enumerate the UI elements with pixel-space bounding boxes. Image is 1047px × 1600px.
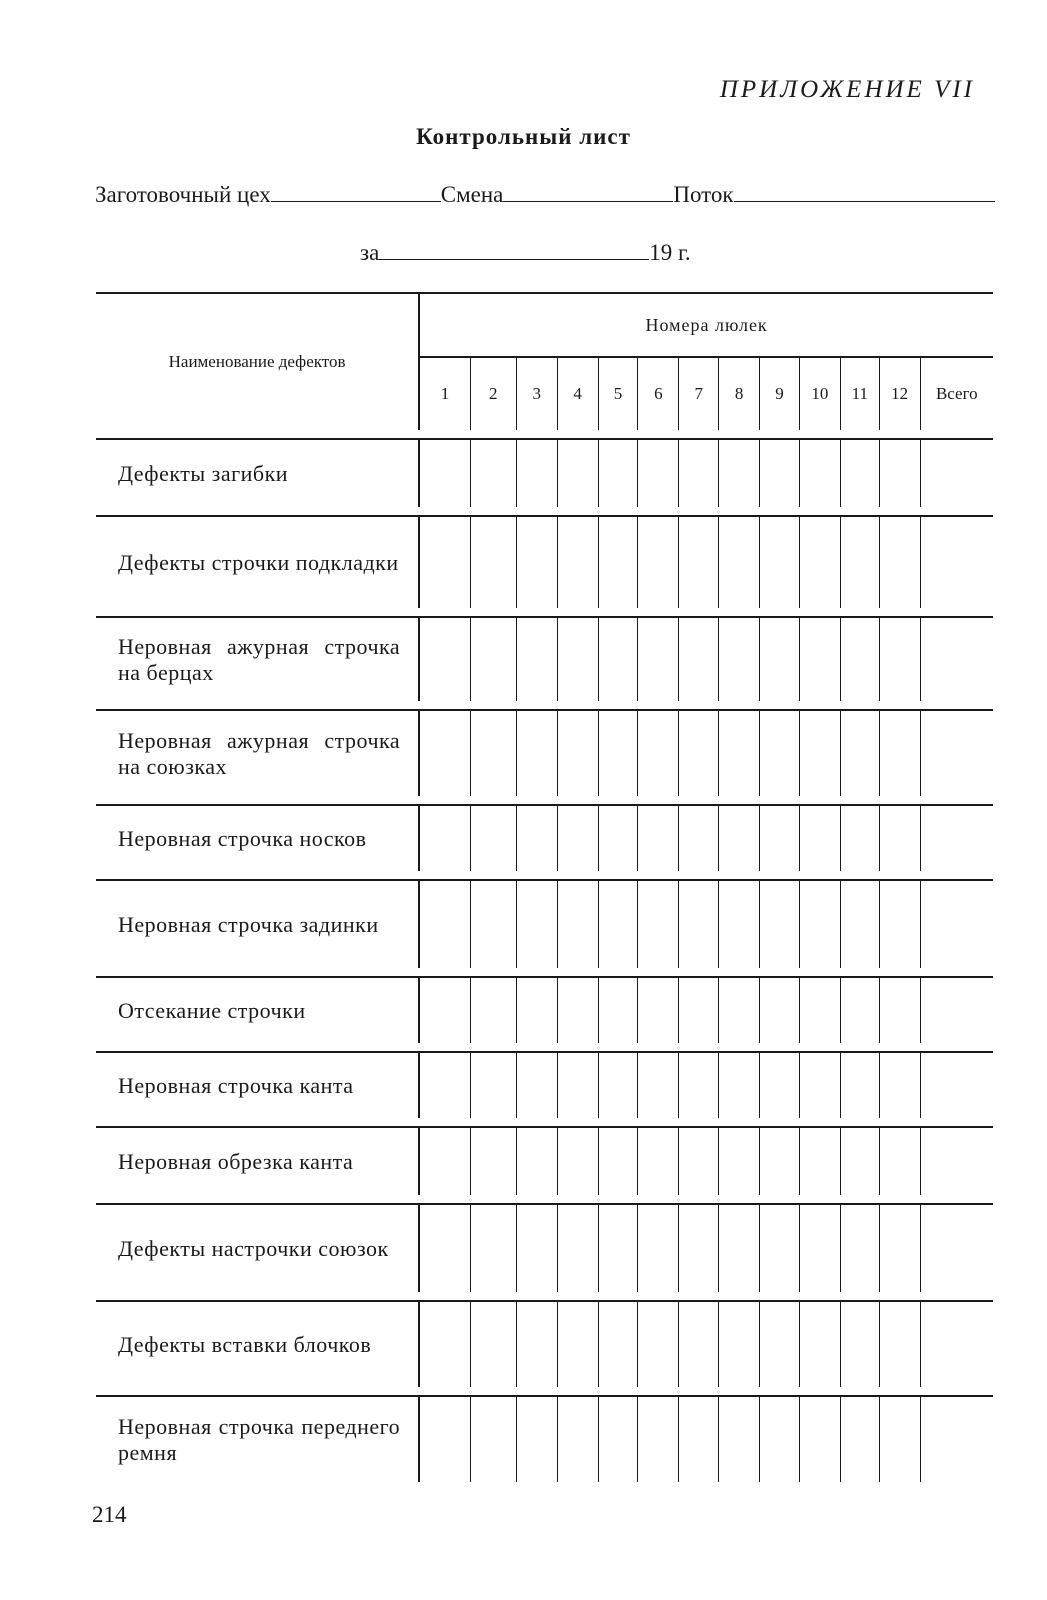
count-cell[interactable] [760,516,800,608]
count-cell[interactable] [679,977,719,1043]
count-cell[interactable] [470,880,516,968]
count-cell[interactable] [920,710,993,796]
count-cell[interactable] [719,1127,760,1195]
table-row [96,1301,993,1387]
count-cell[interactable] [470,1052,516,1118]
count-cell[interactable] [557,1127,598,1195]
row-gap [96,1043,993,1052]
defect-name: Неровная обрезка канта [96,1127,419,1195]
count-cell[interactable] [920,977,993,1043]
count-cell[interactable] [638,1204,679,1292]
count-cell[interactable] [719,880,760,968]
count-cell[interactable] [470,977,516,1043]
row-gap-cell [96,1387,993,1396]
count-cell[interactable] [760,805,800,871]
count-cell[interactable] [638,1301,679,1387]
count-cell[interactable] [598,1396,638,1482]
count-cell[interactable] [840,710,879,796]
count-cell[interactable] [638,439,679,507]
count-cell[interactable] [557,516,598,608]
count-cell[interactable] [419,1127,470,1195]
count-cell[interactable] [799,710,840,796]
count-cell[interactable] [719,439,760,507]
table-row [96,439,993,507]
period-prefix: за [360,240,380,265]
table-row [96,617,993,701]
count-cell[interactable] [840,516,879,608]
table-row [96,516,993,608]
row-gap-cell [96,608,993,617]
count-cell[interactable] [557,617,598,701]
count-cell[interactable] [557,439,598,507]
count-cell[interactable] [840,880,879,968]
count-cell[interactable] [879,439,920,507]
count-cell[interactable] [879,1204,920,1292]
count-cell[interactable] [598,977,638,1043]
row-gap-cell [96,796,993,805]
count-cell[interactable] [920,516,993,608]
count-cell[interactable] [516,1127,557,1195]
count-cell[interactable] [719,1204,760,1292]
count-cell[interactable] [879,977,920,1043]
count-cell[interactable] [470,617,516,701]
count-cell[interactable] [799,1052,840,1118]
count-cell[interactable] [920,1396,993,1482]
defect-name: Дефекты строчки подкладки [96,516,419,608]
count-cell[interactable] [840,1127,879,1195]
count-cell[interactable] [760,977,800,1043]
count-cell[interactable] [879,1127,920,1195]
defects-column-header: Наименование дефектов [96,293,419,430]
count-cell[interactable] [638,710,679,796]
count-cell[interactable] [557,1052,598,1118]
count-cell[interactable] [760,1204,800,1292]
count-cell[interactable] [679,617,719,701]
count-cell[interactable] [879,617,920,701]
count-cell[interactable] [679,710,719,796]
count-cell[interactable] [557,1301,598,1387]
count-cell[interactable] [920,1204,993,1292]
count-cell[interactable] [879,710,920,796]
count-cell[interactable] [920,439,993,507]
count-cell[interactable] [419,1204,470,1292]
count-cell[interactable] [598,1052,638,1118]
count-cell[interactable] [879,1301,920,1387]
count-cell[interactable] [470,710,516,796]
table-row [96,805,993,871]
count-cell[interactable] [760,1127,800,1195]
count-cell[interactable] [419,1396,470,1482]
row-gap [96,608,993,617]
period-suffix: 19 г. [649,240,691,265]
count-cell[interactable] [840,1396,879,1482]
count-cell[interactable] [760,1301,800,1387]
count-cell[interactable] [679,805,719,871]
row-gap-cell [96,871,993,880]
count-cell[interactable] [760,710,800,796]
count-cell[interactable] [679,1127,719,1195]
row-gap-cell [96,968,993,977]
count-cell[interactable] [840,1301,879,1387]
table-row [96,1052,993,1118]
count-cell[interactable] [840,1204,879,1292]
count-cell[interactable] [719,516,760,608]
count-cell[interactable] [419,1301,470,1387]
table-row [96,710,993,796]
count-cell[interactable] [638,1127,679,1195]
count-cell[interactable] [879,880,920,968]
row-gap-cell [96,1118,993,1127]
count-cell[interactable] [638,880,679,968]
count-cell[interactable] [760,880,800,968]
count-cell[interactable] [840,617,879,701]
row-gap-cell [96,507,993,516]
table-row [96,1127,993,1195]
row-gap [96,507,993,516]
workshop-label: Заготовочный цех [95,182,271,207]
count-cell[interactable] [419,439,470,507]
row-gap-cell [96,1043,993,1052]
count-cell[interactable] [719,1052,760,1118]
count-cell[interactable] [516,880,557,968]
table-row [96,977,993,1043]
defect-name: Неровная строчка переднего ремня [96,1396,419,1482]
count-cell[interactable] [419,617,470,701]
count-cell[interactable] [840,977,879,1043]
count-cell[interactable] [719,1396,760,1482]
count-cell[interactable] [799,880,840,968]
count-cell[interactable] [799,617,840,701]
flow-label: Поток [673,182,734,207]
row-gap-cell [96,1195,993,1204]
count-cell[interactable] [419,805,470,871]
row-gap [96,430,993,439]
count-cell[interactable] [557,1204,598,1292]
column-header-2: 2 [470,357,516,430]
count-cell[interactable] [879,805,920,871]
count-cell[interactable] [799,1301,840,1387]
form-line-workshop [95,182,995,208]
count-cell[interactable] [516,1301,557,1387]
table-row [96,1204,993,1292]
column-header-9: 9 [760,357,800,430]
count-cell[interactable] [799,1204,840,1292]
count-cell[interactable] [799,1127,840,1195]
table-row [96,1396,993,1482]
column-header-5: 5 [598,357,638,430]
count-cell[interactable] [516,617,557,701]
count-cell[interactable] [516,805,557,871]
count-cell[interactable] [679,880,719,968]
row-gap-cell [96,701,993,710]
row-gap [96,1292,993,1301]
count-cell[interactable] [516,977,557,1043]
defect-name: Дефекты загибки [96,439,419,507]
count-cell[interactable] [879,1396,920,1482]
column-header-10: 10 [799,357,840,430]
count-cell[interactable] [719,977,760,1043]
count-cell[interactable] [638,1052,679,1118]
count-cell[interactable] [799,805,840,871]
count-cell[interactable] [516,1204,557,1292]
defects-table-body [96,430,993,1482]
count-cell[interactable] [879,516,920,608]
count-cell[interactable] [719,1301,760,1387]
count-cell[interactable] [840,805,879,871]
count-cell[interactable] [470,1396,516,1482]
count-cell[interactable] [879,1052,920,1118]
count-cell[interactable] [638,516,679,608]
row-gap [96,968,993,977]
count-cell[interactable] [760,439,800,507]
count-cell[interactable] [598,710,638,796]
count-cell[interactable] [799,1396,840,1482]
count-cell[interactable] [799,439,840,507]
table-row [96,880,993,968]
row-gap-cell [96,430,993,439]
defect-name: Неровная ажурная строчка на союзках [96,710,419,796]
count-cell[interactable] [679,1396,719,1482]
defect-name: Неровная строчка канта [96,1052,419,1118]
count-cell[interactable] [719,710,760,796]
row-gap [96,1195,993,1204]
row-gap-cell [96,1292,993,1301]
count-cell[interactable] [419,1052,470,1118]
count-cell[interactable] [419,977,470,1043]
column-header-3: 3 [516,357,557,430]
count-cell[interactable] [598,1204,638,1292]
count-cell[interactable] [598,516,638,608]
defect-name: Неровная строчка задинки [96,880,419,968]
count-cell[interactable] [679,439,719,507]
count-cell[interactable] [799,516,840,608]
count-cell[interactable] [920,880,993,968]
column-header-8: 8 [719,357,760,430]
column-header-6: 6 [638,357,679,430]
count-cell[interactable] [920,1052,993,1118]
column-header-7: 7 [679,357,719,430]
shift-label: Смена [440,182,504,207]
count-cell[interactable] [920,1301,993,1387]
count-cell[interactable] [638,805,679,871]
count-cell[interactable] [516,1396,557,1482]
count-cell[interactable] [598,617,638,701]
appendix-label: ПРИЛОЖЕНИЕ VII [719,76,975,103]
count-cell[interactable] [470,1127,516,1195]
count-cell[interactable] [638,1396,679,1482]
count-cell[interactable] [557,1396,598,1482]
row-gap [96,1118,993,1127]
form-line-period [360,240,691,266]
count-cell[interactable] [760,1052,800,1118]
count-cell[interactable] [638,977,679,1043]
count-cell[interactable] [470,516,516,608]
shift-blank[interactable] [503,201,673,202]
count-cell[interactable] [799,977,840,1043]
count-cell[interactable] [920,1127,993,1195]
count-cell[interactable] [840,1052,879,1118]
count-cell[interactable] [920,617,993,701]
column-header-12: 12 [879,357,920,430]
page-number: 214 [92,1502,127,1527]
count-cell[interactable] [516,1052,557,1118]
column-header-13: Всего [920,357,993,430]
defects-table [96,292,993,1482]
count-cell[interactable] [557,805,598,871]
count-cell[interactable] [598,1127,638,1195]
column-header-4: 4 [557,357,598,430]
workshop-blank[interactable] [271,201,441,202]
count-cell[interactable] [557,977,598,1043]
row-gap [96,796,993,805]
count-cell[interactable] [419,516,470,608]
count-cell[interactable] [638,617,679,701]
count-cell[interactable] [419,710,470,796]
count-cell[interactable] [419,880,470,968]
count-cell[interactable] [516,439,557,507]
count-cell[interactable] [719,617,760,701]
count-cell[interactable] [719,805,760,871]
column-header-11: 11 [840,357,879,430]
count-cell[interactable] [516,516,557,608]
count-cell[interactable] [470,805,516,871]
defect-name: Дефекты настрочки союзок [96,1204,419,1292]
defect-name: Неровная ажурная строчка на берцах [96,617,419,701]
flow-blank[interactable] [734,201,995,202]
row-gap [96,871,993,880]
count-cell[interactable] [557,880,598,968]
cradle-numbers-header: Номера люлек [419,293,993,357]
count-cell[interactable] [598,805,638,871]
count-cell[interactable] [760,1396,800,1482]
count-cell[interactable] [598,1301,638,1387]
count-cell[interactable] [470,439,516,507]
count-cell[interactable] [840,439,879,507]
count-cell[interactable] [920,805,993,871]
count-cell[interactable] [679,1052,719,1118]
row-gap [96,701,993,710]
defect-name: Дефекты вставки блочков [96,1301,419,1387]
count-cell[interactable] [679,1204,719,1292]
count-cell[interactable] [760,617,800,701]
count-cell[interactable] [470,1301,516,1387]
period-blank[interactable] [379,259,649,260]
row-gap [96,1387,993,1396]
count-cell[interactable] [679,516,719,608]
defect-name: Неровная строчка носков [96,805,419,871]
defect-name: Отсекание строчки [96,977,419,1043]
count-cell[interactable] [516,710,557,796]
page-title: Контрольный лист [416,124,631,149]
count-cell[interactable] [598,880,638,968]
column-header-1: 1 [440,384,450,403]
count-cell[interactable] [679,1301,719,1387]
count-cell[interactable] [557,710,598,796]
count-cell[interactable] [470,1204,516,1292]
count-cell[interactable] [598,439,638,507]
